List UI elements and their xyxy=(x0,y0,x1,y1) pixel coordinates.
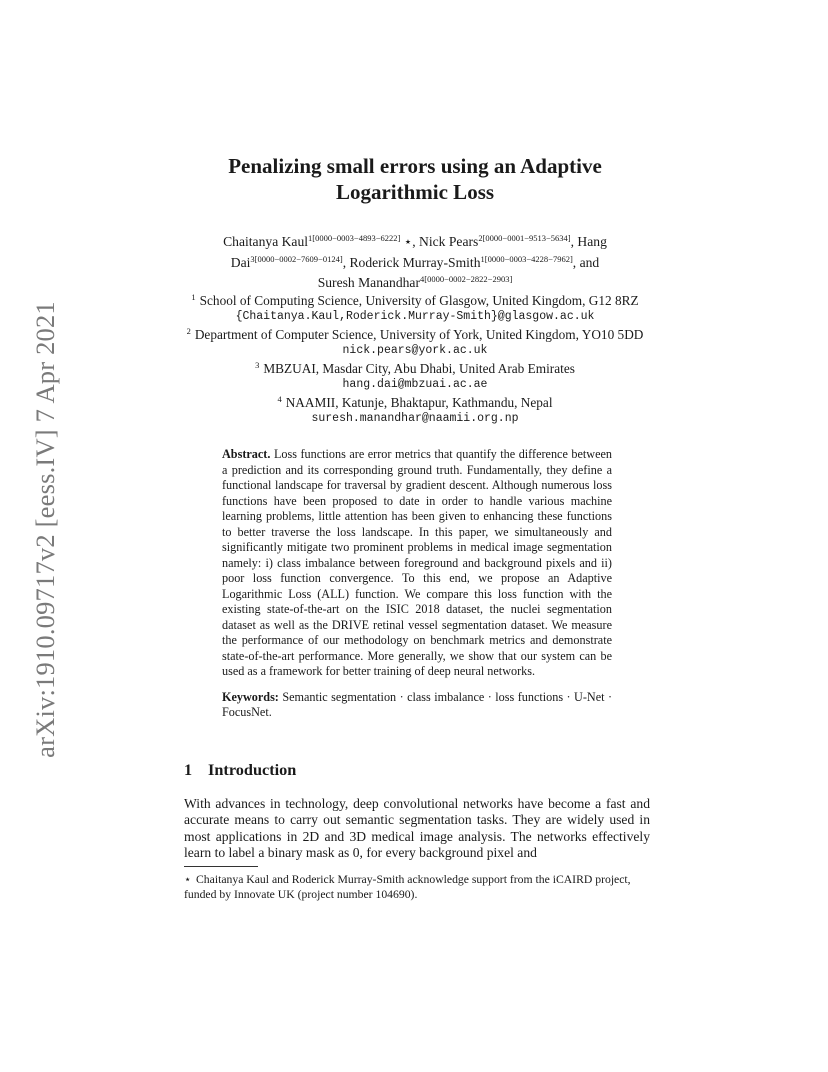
affiliation-1: $^1$ School of Computing Science, University of Glasgow, United Kingdom, G12 8RZ xyxy=(191,292,639,308)
keywords-label: Keywords: xyxy=(222,689,279,704)
author-line-2 xyxy=(150,251,680,272)
section-heading xyxy=(184,760,296,780)
arxiv-stamp xyxy=(19,290,71,768)
author-name: Chaitanya Kaul xyxy=(223,234,309,249)
author-name: Suresh Manandhar xyxy=(317,275,420,290)
author-line-3 xyxy=(150,271,680,292)
affiliation-2: $^2$ Department of Computer Science, University of York, United Kingdom, YO10 5DD xyxy=(186,326,644,342)
affiliations xyxy=(150,290,680,426)
orcid: 3[0000−0002−7609−0124] xyxy=(250,253,343,264)
title-line-2: Logarithmic Loss xyxy=(335,180,495,204)
abstract-body xyxy=(222,447,612,680)
author-list xyxy=(150,230,680,292)
footnote-rule xyxy=(184,866,258,867)
footnote-text: Chaitanya Kaul and Roderick Murray-Smith acknowledge support from the iCAIRD project, funded by Innovate UK (project number 104690). xyxy=(184,873,631,901)
orcid: 4[0000−0002−2822−2903] xyxy=(420,274,513,284)
arxiv-stamp-text: arXiv:1910.09717v2 [eess.IV] 7 Apr 2021 xyxy=(29,300,60,758)
affiliation-email-1: {Chaitanya.Kaul,Roderick.Murray-Smith}@glasgow.ac.uk xyxy=(235,309,595,323)
orcid: 1[0000−0003−4893−6222] xyxy=(308,233,401,243)
abstract-text: Loss functions are error metrics that quantify the difference between a prediction and its corresponding ground truth. Fundamentally, they define a functional landscape for traversal by gradient descent. Although numerous loss functions have been proposed to date in order to handle various machine learning problems, little attention has been given to enhancing these functions to better traverse the loss landscape. In this paper, we simultaneously and significantly mitigate two prominent problems in medical image segmentation namely: i) class imbalance between foreground and background pixels and ii) poor loss function convergence. To this end, we propose an Adaptive Logarithmic Loss (ALL) function. We compare this loss function with the existing state-of-the-art on the ISIC 2018 dataset, the nuclei segmentation dataset as well as the DRIVE retinal vessel segmentation dataset. We measure the performance of our methodology on benchmark metrics and demonstrate state-of-the-art performance. More generally, we show that our system can be used as a framework for better training of deep neural networks. xyxy=(222,447,612,678)
affiliation-email-2: nick.pears@york.ac.uk xyxy=(342,343,488,357)
orcid: 2[0000−0001−9513−5634] xyxy=(478,233,571,243)
affiliation-email-3: hang.dai@mbzuai.ac.ae xyxy=(342,377,488,391)
abstract xyxy=(222,447,612,721)
section-number: 1 xyxy=(184,760,193,779)
paper-title xyxy=(150,153,680,205)
author-name: , Hang xyxy=(570,234,607,249)
footnote-mark: ⋆ xyxy=(184,873,192,886)
affiliation-3: $^3$ MBZUAI, Masdar City, Abu Dhabi, United Arab Emirates xyxy=(255,360,575,376)
section-body xyxy=(184,796,650,861)
section-title: Introduction xyxy=(208,760,297,779)
author-name: , Roderick Murray-Smith xyxy=(342,254,481,270)
affiliation-4: $^4$ NAAMII, Katunje, Bhaktapur, Kathmandu, Nepal xyxy=(277,394,553,410)
footnote xyxy=(184,872,650,902)
body-paragraph: With advances in technology, deep convolutional networks have become a fast and accurate means to carry out semantic segmentation tasks. They are widely used in most applications in 2D and 3D medical image analysis. The networks effectively learn to label a binary mask as 0, for every background pixel and xyxy=(184,796,650,860)
keywords xyxy=(222,690,612,721)
title-line-1: Penalizing small errors using an Adaptive xyxy=(228,154,602,178)
author-name: , and xyxy=(572,254,600,270)
author-name: Dai xyxy=(230,254,251,270)
author-name: ⋆, Nick Pears xyxy=(400,234,479,249)
author-line-1 xyxy=(150,230,680,251)
keywords-text: Semantic segmentation · class imbalance · loss functions · U-Net · FocusNet. xyxy=(222,689,613,719)
orcid: 1[0000−0003−4228−7962] xyxy=(480,253,573,264)
abstract-label: Abstract. xyxy=(222,447,271,461)
affiliation-email-4: suresh.manandhar@naamii.org.np xyxy=(311,411,519,425)
